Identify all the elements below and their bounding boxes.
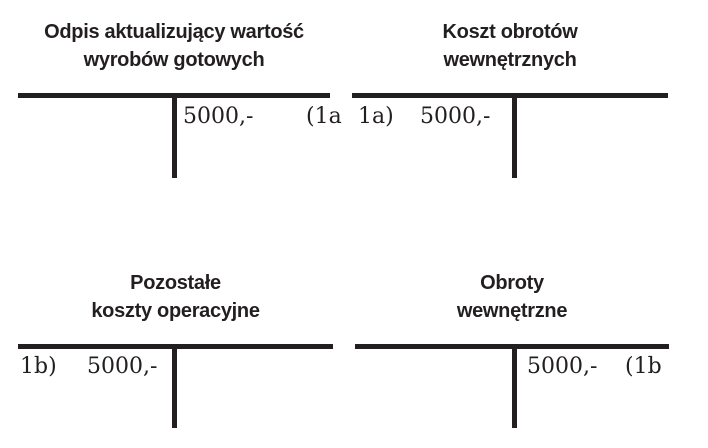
credit-entry-ref: (1b: [625, 354, 662, 379]
t-account-divider-rule: [172, 93, 177, 178]
credit-amount: 5000,-: [527, 354, 598, 379]
account-title-line2: koszty operacyjne: [91, 300, 260, 322]
account-title: [10, 18, 338, 74]
debit-amount: 5000,-: [87, 354, 158, 379]
t-account-koszt-obrotow-wewnetrznych: [352, 0, 708, 224]
account-title: [355, 269, 669, 325]
account-title-line2: wyrobów gotowych: [83, 49, 265, 71]
t-account-divider-rule: [172, 344, 177, 428]
account-title-line2: wewnętrzne: [456, 300, 568, 322]
account-title-line2: wewnętrznych: [443, 49, 577, 71]
t-account-divider-rule: [512, 93, 517, 178]
t-account-divider-rule: [512, 344, 517, 428]
account-title: [352, 18, 668, 74]
t-account-top-rule: [352, 93, 668, 98]
credit-amount: 5000,-: [183, 104, 254, 129]
t-account-obroty-wewnetrzne: [352, 224, 708, 448]
account-title-line1: Odpis aktualizujący wartość: [44, 21, 304, 43]
account-title-line1: Pozostałe: [130, 272, 221, 294]
account-title: [18, 269, 333, 325]
t-account-odpis-aktualizujacy-wartosc-wyrobow-gotowych: [0, 0, 354, 224]
debit-amount: 5000,-: [420, 104, 491, 129]
account-title-line1: Obroty: [480, 272, 544, 294]
debit-entry-ref: 1a): [358, 104, 394, 129]
t-account-pozostale-koszty-operacyjne: [0, 224, 354, 448]
credit-entry-ref: (1a: [306, 104, 342, 129]
debit-entry-ref: 1b): [20, 354, 57, 379]
account-title-line1: Koszt obrotów: [442, 21, 578, 43]
